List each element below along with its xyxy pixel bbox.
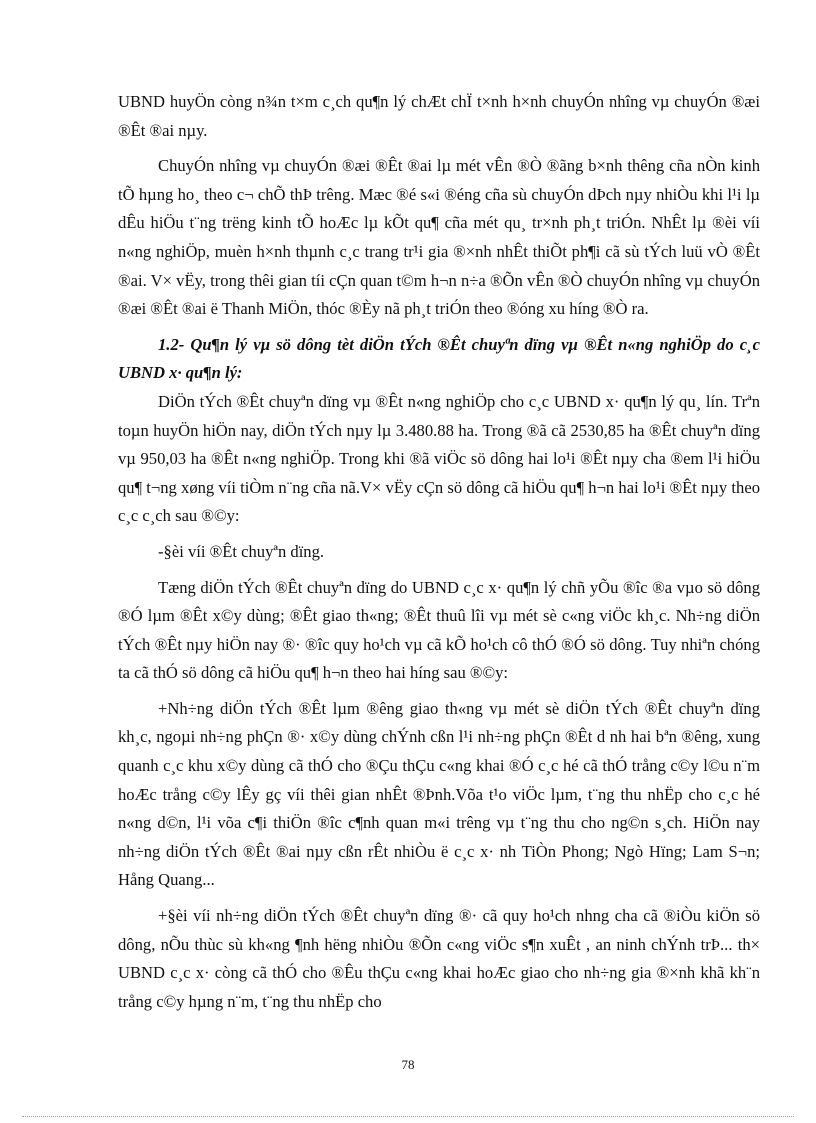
section-heading: 1.2- Qu¶n lý vµ sö dông tèt diÖn tÝch ®Êt chuyªn dïng vµ ®Êt n«ng nghiÖp do c¸c UBND x· qu¶n lý: xyxy=(118,334,760,383)
paragraph-1: UBND huyÖn còng n¾n t×m c¸ch qu¶n lý chÆt chÏ t×nh h×nh chuyÓn nhîng vµ chuyÓn ®æi ®Êt ®ai nµy. xyxy=(118,92,760,140)
paragraph-6: +§èi víi nh÷ng diÖn tÝch ®Êt chuyªn dïng ®· cã quy ho¹ch nhng cha cã ®iÒu kiÖn sö dông, nÕu thùc sù kh«ng ¶nh hëng nhiÒu ®Õn c«ng viÖc s¶n xuÊt , an ninh chÝnh trÞ... th× UBND c¸c x· còng cã thÓ cho ®Êu thÇu c«ng khai hoÆc giao cho nh÷ng gia ®×nh khã kh¨n trång c©y hµng n¨m, t¨ng thu nhËp cho xyxy=(118,906,760,1011)
document-body xyxy=(118,88,760,1016)
page-number: 78 xyxy=(401,1057,415,1072)
paragraph-4: Tæng diÖn tÝch ®Êt chuyªn dïng do UBND c¸c x· qu¶n lý chñ yÕu ®îc ®a vµo sö dông ®Ó lµm ®Êt x©y dùng; ®Êt giao th«ng; ®Êt thuû lîi vµ mét sè c«ng viÖc kh¸c. Nh÷ng diÖn tÝch ®Êt nµy hiÖn nay ®· ®îc quy ho¹ch vµ cã kÕ ho¹ch cô thÓ ®Ó sö dông. Tuy nhiªn chóng ta cã thÓ sö dông cã hiÖu qu¶ h¬n theo hai híng sau ®©y: xyxy=(118,577,760,683)
paragraph-2: ChuyÓn nhîng vµ chuyÓn ®æi ®Êt ®ai lµ mét vÊn ®Ò ®ãng b×nh thêng cña nÒn kinh tÕ hµng ho¸ theo c¬ chÕ thÞ trêng. Mæc ®é s«i ®éng cña sù chuyÓn dÞch nµy nhiÒu khi l¹i lµ dÊu hiÖu t¨ng trëng kinh tÕ hoÆc lµ kÕt qu¶ cña mét qu¸ tr×nh ph¸t triÓn. NhÊt lµ ®èi víi n«ng nghiÖp, muèn h×nh thµnh c¸c trang tr¹i gia ®×nh nhÊt thiÕt ph¶i cã sù tÝch luü vÒ ®Êt ®ai. V× vËy, trong thêi gian tíi cÇn quan t©m h¬n n÷a ®Õn vÊn ®Ò chuyÓn nhîng vµ chuyÓn ®æi ®Êt ®ai ë Thanh MiÖn, thóc ®Èy nã ph¸t triÓn theo ®óng xu híng ®Ò ra. xyxy=(118,156,760,319)
page-bottom-divider xyxy=(22,1116,794,1117)
paragraph-3: DiÖn tÝch ®Êt chuyªn dïng vµ ®Êt n«ng nghiÖp cho c¸c UBND x· qu¶n lý qu¸ lín. Trªn toµn huyÖn hiÖn nay, diÖn tÝch nµy lµ 3.480.88 ha. Trong ®ã cã 2530,85 ha ®Êt chuyªn dïng vµ 950,03 ha ®Êt n«ng nghiÖp. Trong khi ®ã viÖc sö dông hai lo¹i ®Êt nµy cha ®em l¹i hiÖu qu¶ t¬ng xøng víi tiÒm n¨ng cña nã.V× vËy cÇn sö dông cã hiÖu qu¶ h¬n hai lo¹i ®Êt nµy theo c¸c c¸ch sau ®©y: xyxy=(118,391,760,526)
subsection-label: -§èi víi ®Êt chuyªn dïng. xyxy=(158,541,325,561)
paragraph-5: +Nh÷ng diÖn tÝch ®Êt lµm ®êng giao th«ng vµ mét sè diÖn tÝch ®Êt chuyªn dïng kh¸c, ngoµi nh÷ng phÇn ®· x©y dùng chÝnh cßn l¹i nh÷ng phÇn ®Êt d nh hai bªn ®êng, xung quanh c¸c khu x©y dùng cã thÓ cho ®Çu thÇu c«ng khai ®Ó c¸c hé cã thÓ trång c©y l©u n¨m hoÆc trång c©y lÊy gç víi thêi gian nhÊt ®Þnh.Võa t¹o viÖc lµm, t¨ng thu nhËp cho c¸c hé n«ng d©n, l¹i võa c¶i thiÖn ®îc c¶nh quan m«i trêng vµ t¨ng thu cho ng©n s¸ch. HiÖn nay nh÷ng diÖn tÝch ®Êt ®ai nµy cßn rÊt nhiÒu ë c¸c x· nh TiÒn Phong; Ngò Hïng; Lam S¬n; Hång Quang... xyxy=(118,698,760,890)
